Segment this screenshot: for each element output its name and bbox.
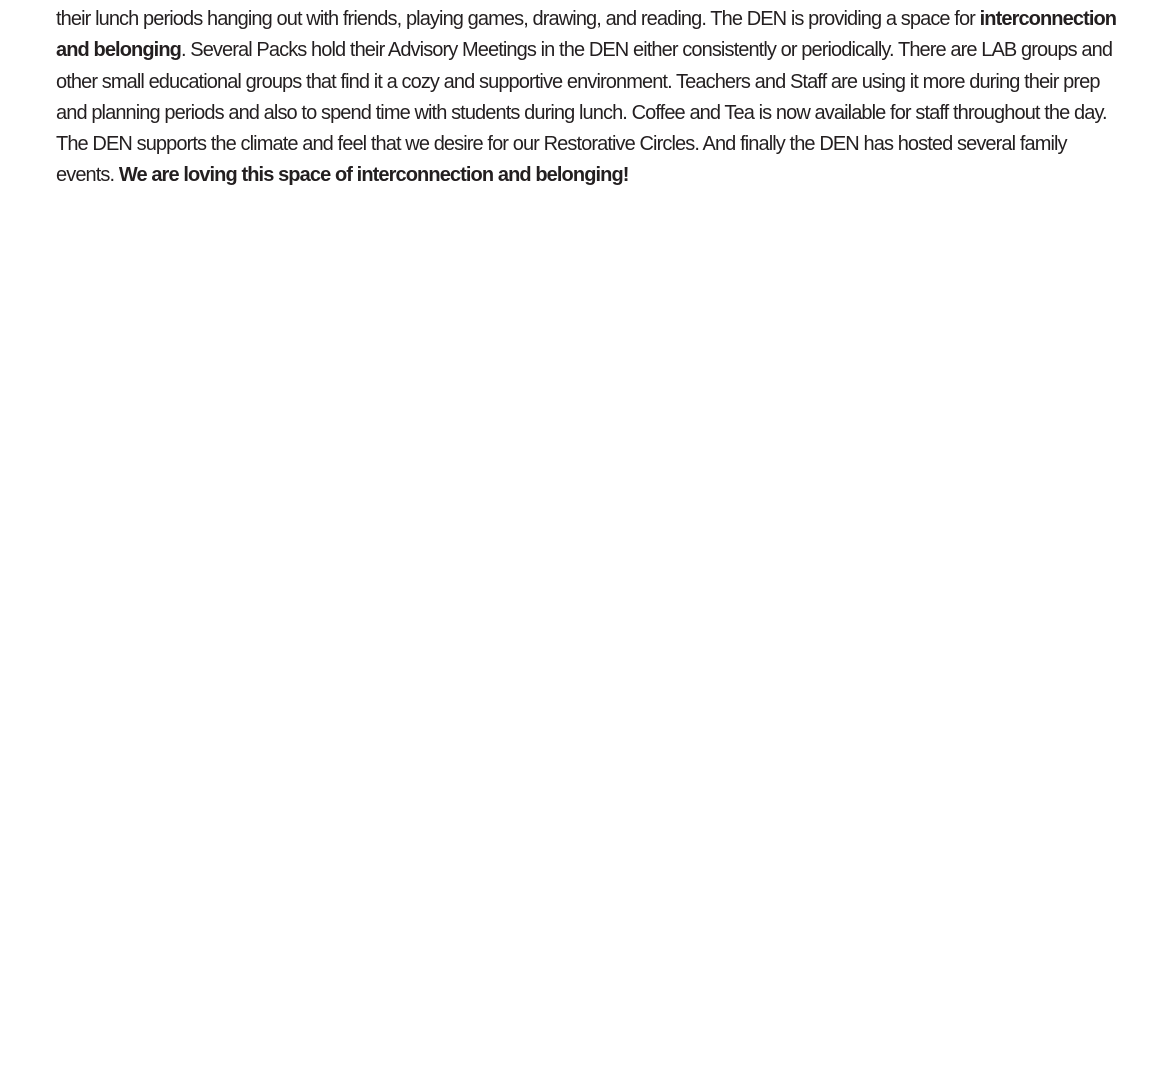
text-run: . Several Packs hold their Advisory Meetings in the DEN either consistently or periodically. There are LAB groups and [180, 39, 1113, 62]
paragraph-line [56, 67, 1106, 98]
bold-text-run: interconnection [979, 8, 1117, 30]
paragraph-line [56, 4, 1117, 35]
text-run: and planning periods and also to spend time with students during lunch. Coffee and Tea is now available for staff throughout the day. [56, 101, 1107, 124]
paragraph-line [56, 160, 1106, 191]
bold-text-run: We are loving this space of interconnection and belonging! [118, 164, 629, 187]
paragraph-line [56, 35, 1113, 66]
paragraph-line [56, 98, 1106, 129]
text-run: The DEN supports the climate and feel that we desire for our Restorative Circles. And finally the DEN has hosted several family [56, 133, 1067, 156]
document-body [56, 4, 1117, 192]
text-run: events. [56, 164, 119, 187]
bold-text-run: and belonging [56, 39, 181, 62]
text-run: their lunch periods hanging out with friends, playing games, drawing, and reading. The DEN is providing a space for [56, 8, 980, 30]
text-run: other small educational groups that find it a cozy and supportive environment. Teachers and Staff are using it more during their prep [56, 70, 1100, 93]
paragraph-line [56, 129, 1106, 160]
